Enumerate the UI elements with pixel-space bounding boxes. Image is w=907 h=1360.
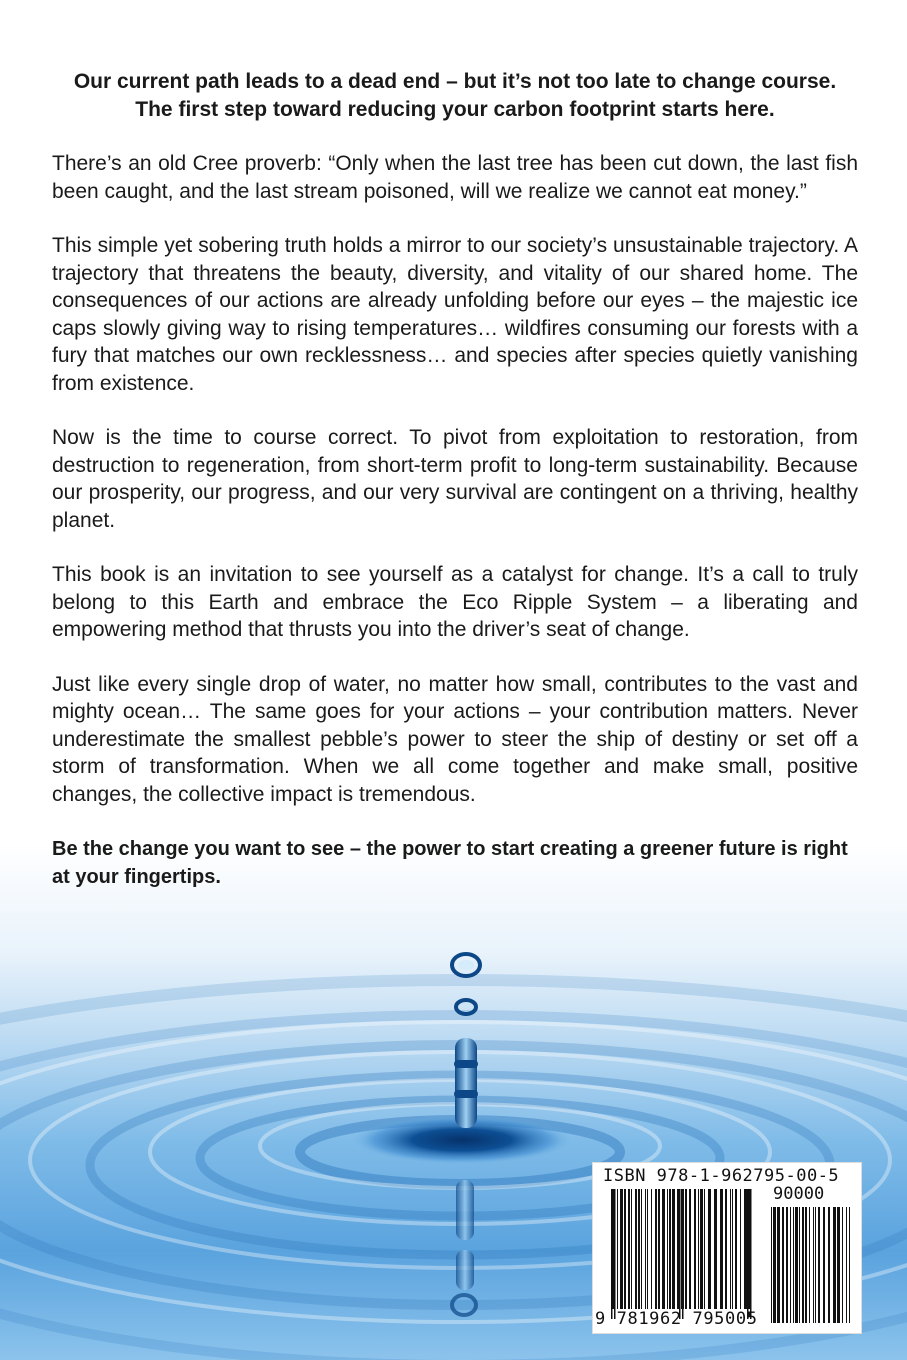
barcode-bar bbox=[795, 1207, 798, 1323]
barcode-bar bbox=[620, 1189, 623, 1309]
barcode-bar bbox=[809, 1207, 810, 1323]
barcode-bar bbox=[662, 1189, 665, 1309]
barcode-bar bbox=[782, 1207, 784, 1323]
barcode-guard-bar bbox=[750, 1189, 752, 1319]
closing-statement: Be the change you want to see – the power to start creating a greener future is right at your fingertips. bbox=[52, 838, 848, 888]
barcode-bar bbox=[704, 1189, 705, 1309]
ean-digits: 9 781962 795005 bbox=[595, 1309, 758, 1329]
paragraph-truth: This simple yet sobering truth holds a mirror to our society’s unsustainable trajectory. A trajectory that threatens the beauty, diversity, and vitality of our shared home. The consequences of our actions are already unfolding before our eyes – the majestic ice caps slowly giving way to rising temperatures… wildfires consuming our forests with a fury that matches our own recklessness… and species after species quietly vanishing from existence. bbox=[52, 234, 858, 395]
barcode-bar bbox=[744, 1189, 747, 1309]
barcode-bar bbox=[735, 1189, 737, 1309]
barcode-bar bbox=[635, 1189, 637, 1309]
barcode-bar bbox=[813, 1207, 814, 1323]
barcode-bar bbox=[631, 1189, 632, 1309]
barcode-bar bbox=[677, 1189, 679, 1309]
barcode-bar bbox=[689, 1189, 691, 1309]
barcode-bar bbox=[842, 1207, 843, 1323]
paragraph-invitation: This book is an invitation to see yourself as a catalyst for change. It’s a call to truly belong to this Earth and embrace the Eco Ripple System – a liberating and empowering method that thrusts you into the driver’s seat of change. bbox=[52, 563, 858, 641]
headline bbox=[52, 68, 858, 124]
barcode-bars bbox=[593, 1163, 861, 1333]
paragraph-water-drop: Just like every single drop of water, no matter how small, contributes to the vast and mighty ocean… The same goes for your actions – your contribution matters. Never underestimate the smallest pebble’s power to steer the ship of destiny or set off a storm of transformation. When we all come together and make small, positive changes, the collective impact is tremendous. bbox=[52, 672, 858, 806]
headline-line-2: The first step toward reducing your carbon footprint starts here. bbox=[135, 98, 775, 121]
barcode-bar bbox=[641, 1189, 642, 1309]
barcode-bar bbox=[669, 1189, 671, 1309]
barcode-bar bbox=[823, 1207, 825, 1323]
barcode-guard-bar bbox=[747, 1189, 749, 1319]
barcode-bar bbox=[790, 1207, 791, 1323]
barcode-guard-bar bbox=[682, 1189, 684, 1319]
barcode-bar bbox=[805, 1207, 807, 1323]
barcode-bar bbox=[725, 1189, 727, 1309]
barcode-bar bbox=[793, 1207, 794, 1323]
barcode-bar bbox=[777, 1207, 780, 1323]
barcode-bar bbox=[771, 1207, 772, 1323]
barcode-bar bbox=[849, 1207, 850, 1323]
barcode-guard-bar bbox=[679, 1189, 681, 1319]
barcode-bar bbox=[720, 1189, 723, 1309]
barcode-guard-bar bbox=[611, 1189, 613, 1319]
barcode-bar bbox=[714, 1189, 717, 1309]
barcode-bar bbox=[833, 1207, 836, 1323]
barcode-bar bbox=[694, 1189, 696, 1309]
barcode-bar bbox=[628, 1189, 630, 1309]
barcode-bar bbox=[638, 1189, 640, 1309]
barcode-bar bbox=[740, 1189, 741, 1309]
barcode-bar bbox=[685, 1189, 687, 1309]
barcode-bar bbox=[647, 1189, 648, 1309]
barcode-bar bbox=[799, 1207, 800, 1323]
barcode-bar bbox=[786, 1207, 788, 1323]
barcode-bar bbox=[617, 1189, 618, 1309]
barcode-bar bbox=[815, 1207, 816, 1323]
barcode-bar bbox=[846, 1207, 847, 1323]
barcode-guard-bar bbox=[614, 1189, 616, 1319]
barcode-bar bbox=[645, 1189, 646, 1309]
paragraph-proverb: There’s an old Cree proverb: “Only when the last tree has been cut down, the last fish been caught, and the last stream poisoned, will we realize we cannot eat money.” bbox=[52, 152, 858, 203]
barcode-bar bbox=[624, 1189, 626, 1309]
barcode-bar bbox=[802, 1207, 804, 1323]
barcode-bar bbox=[700, 1189, 703, 1309]
barcode-bar bbox=[730, 1189, 731, 1309]
barcode-bar bbox=[773, 1207, 776, 1323]
barcode-bar bbox=[655, 1189, 657, 1309]
barcode-bar bbox=[708, 1189, 711, 1309]
back-cover-copy bbox=[52, 68, 858, 891]
barcode-bar bbox=[672, 1189, 675, 1309]
isbn-barcode bbox=[592, 1162, 862, 1334]
price-code: 90000 bbox=[773, 1184, 825, 1204]
isbn-number: ISBN 978-1-962795-00-5 bbox=[603, 1166, 840, 1186]
barcode-bar bbox=[667, 1189, 668, 1309]
barcode-bar bbox=[828, 1207, 830, 1323]
barcode-bar bbox=[837, 1207, 840, 1323]
headline-line-1: Our current path leads to a dead end – but it’s not too late to change course. bbox=[73, 70, 837, 93]
barcode-bar bbox=[658, 1189, 660, 1309]
barcode-bar bbox=[818, 1207, 820, 1323]
paragraph-course-correct: Now is the time to course correct. To pivot from exploitation to restoration, from destruction to regeneration, from short-term profit to long-term sustainability. Because our prosperity, our progress, and our very survival are contingent on a thriving, healthy planet. bbox=[52, 426, 858, 532]
barcode-bar bbox=[651, 1189, 652, 1309]
barcode-bar bbox=[732, 1189, 733, 1309]
barcode-bar bbox=[698, 1189, 699, 1309]
